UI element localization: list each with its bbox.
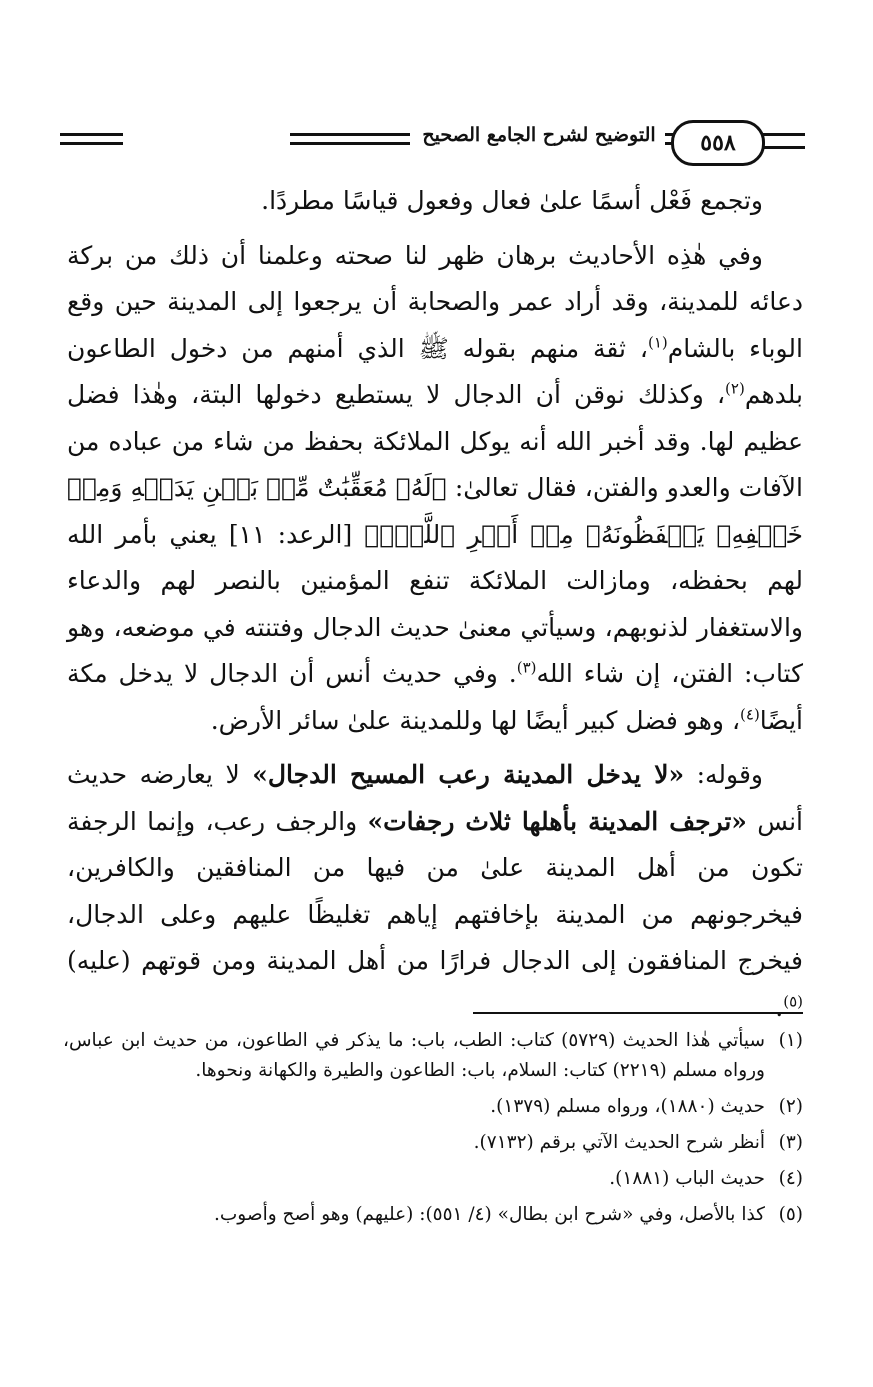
footnote-number: (٢) (778, 1096, 803, 1117)
paragraph-1 (67, 178, 803, 225)
footnote-item (63, 1200, 803, 1230)
footnote-number: (٤) (778, 1168, 803, 1189)
paragraph-2-text-d: . وفي حديث أنس أن الدجال لا يدخل مكة أيضًا (67, 659, 803, 735)
footnote-text: كذا بالأصل، وفي «شرح ابن بطال» (٤/ ٥٥١): (عليهم) وهو أصح وأصوب. (214, 1204, 765, 1225)
footnote-text: سيأتي هٰذا الحديث (٥٧٢٩) كتاب: الطب، باب: ما يذكر في الطاعون، من حديث ابن عباس، ورواه مسلم (٢٢١٩) كتاب: السلام، باب: الطاعون والطيرة والكهانة ونحوها. (63, 1030, 766, 1081)
header-rule-middle (290, 133, 410, 145)
paragraph-2-text-c: ، وكذلك نوقن أن الدجال لا يستطيع دخولها البتة، وهٰذا فضل عظيم لها. وقد أخبر الله أنه يوكل الملائكة بحفظ من شاء من عباده من الآفات والعدو والفتن، فقال تعالىٰ: ﴿لَهُۥ مُعَقِّبَٰتٌ مِّنۢ بَيۡنِ يَدَيۡهِ وَمِنۡ خَلۡفِهِۦ يَحۡفَظُونَهُۥ مِنۡ أَمۡرِ ٱللَّهِۗ﴾ [الرعد: ١١] يعني بأمر الله لهم بحفظه، ومازالت الملائكة تنفع المؤمنين بالنصر لهم والدعاء والاستغفار لذنوبهم، وسيأتي معنىٰ حديث الدجال وفتنته في موضعه، وهو كتاب: الفتن، إن شاء الله (67, 380, 804, 688)
footnotes (63, 1026, 803, 1236)
header-rule-left (60, 133, 123, 145)
footnote-number: (٥) (778, 1204, 803, 1225)
footnote-text: حديث الباب (١٨٨١). (609, 1168, 765, 1189)
paragraph-3-text-a: وقوله: (684, 760, 763, 789)
footnote-text: حديث (١٨٨٠)، ورواه مسلم (١٣٧٩). (490, 1096, 765, 1117)
paragraph-1-text: وتجمع فَعْل أسمًا علىٰ فعال وفعول قياسًا مطردًا. (261, 186, 763, 215)
hadith-quote-1: «لا يدخل المدينة رعب المسيح الدجال» (252, 760, 685, 789)
footnote-item (63, 1092, 803, 1122)
hadith-quote-2: «ترجف المدينة بأهلها ثلاث رجفات» (367, 806, 747, 836)
main-text (67, 178, 803, 1039)
footnote-ref-1[interactable]: (١) (647, 333, 668, 352)
paragraph-2-text-a: وفي هٰذِه الأحاديث برهان ظهر لنا صحته وعلمنا أن ذلك من بركة دعائه للمدينة، وقد أراد عمر والصحابة أن يرجعوا إلى المدينة حين وقع الوباء بالشام (67, 240, 803, 363)
footnote-ref-2[interactable]: (٢) (725, 379, 745, 398)
paragraph-2-text-b: ، ثقة منهم بقوله ﷺ الذي أمنهم من دخول الطاعون بلدهم (67, 333, 803, 409)
header-ornament-right (759, 133, 805, 149)
page-number: ٥٥٨ (671, 120, 765, 166)
footnote-separator (473, 1012, 803, 1014)
footnote-number: (١) (778, 1030, 803, 1051)
footnote-text: أنظر شرح الحديث الآتي برقم (٧١٣٢). (473, 1132, 765, 1153)
footnote-ref-3[interactable]: (٣) (516, 658, 537, 677)
paragraph-3-text-b: لا يعارضه حديث أنس (67, 760, 803, 836)
paragraph-3 (67, 752, 803, 1031)
book-title: التوضيح لشرح الجامع الصحيح (422, 124, 656, 146)
paragraph-2-text-e: ، وهو فضل كبير أيضًا لها وللمدينة علىٰ سائر الأرض. (210, 705, 741, 735)
footnote-item (63, 1164, 803, 1194)
paragraph-2 (67, 233, 803, 745)
footnote-ref-4[interactable]: (٤) (740, 705, 760, 724)
footnote-number: (٣) (778, 1132, 803, 1153)
footnote-ref-5[interactable]: (٥) (783, 992, 803, 1011)
footnote-item (63, 1128, 803, 1158)
paragraph-3-text-d: . (775, 992, 784, 1022)
page-header (60, 118, 805, 168)
paragraph-3-text-c: والرجف رعب، وإنما الرجفة تكون من أهل المدينة علىٰ من فيها من المنافقين والكافرين، فيخرجونهم من المدينة بإخافتهم إياهم تغليظًا عليهم وعلى الدجال، فيخرج المنافقون إلى الدجال فرارًا من أهل المدينة ومن قوتهم (عليه) (67, 806, 803, 975)
footnote-item (63, 1026, 803, 1086)
